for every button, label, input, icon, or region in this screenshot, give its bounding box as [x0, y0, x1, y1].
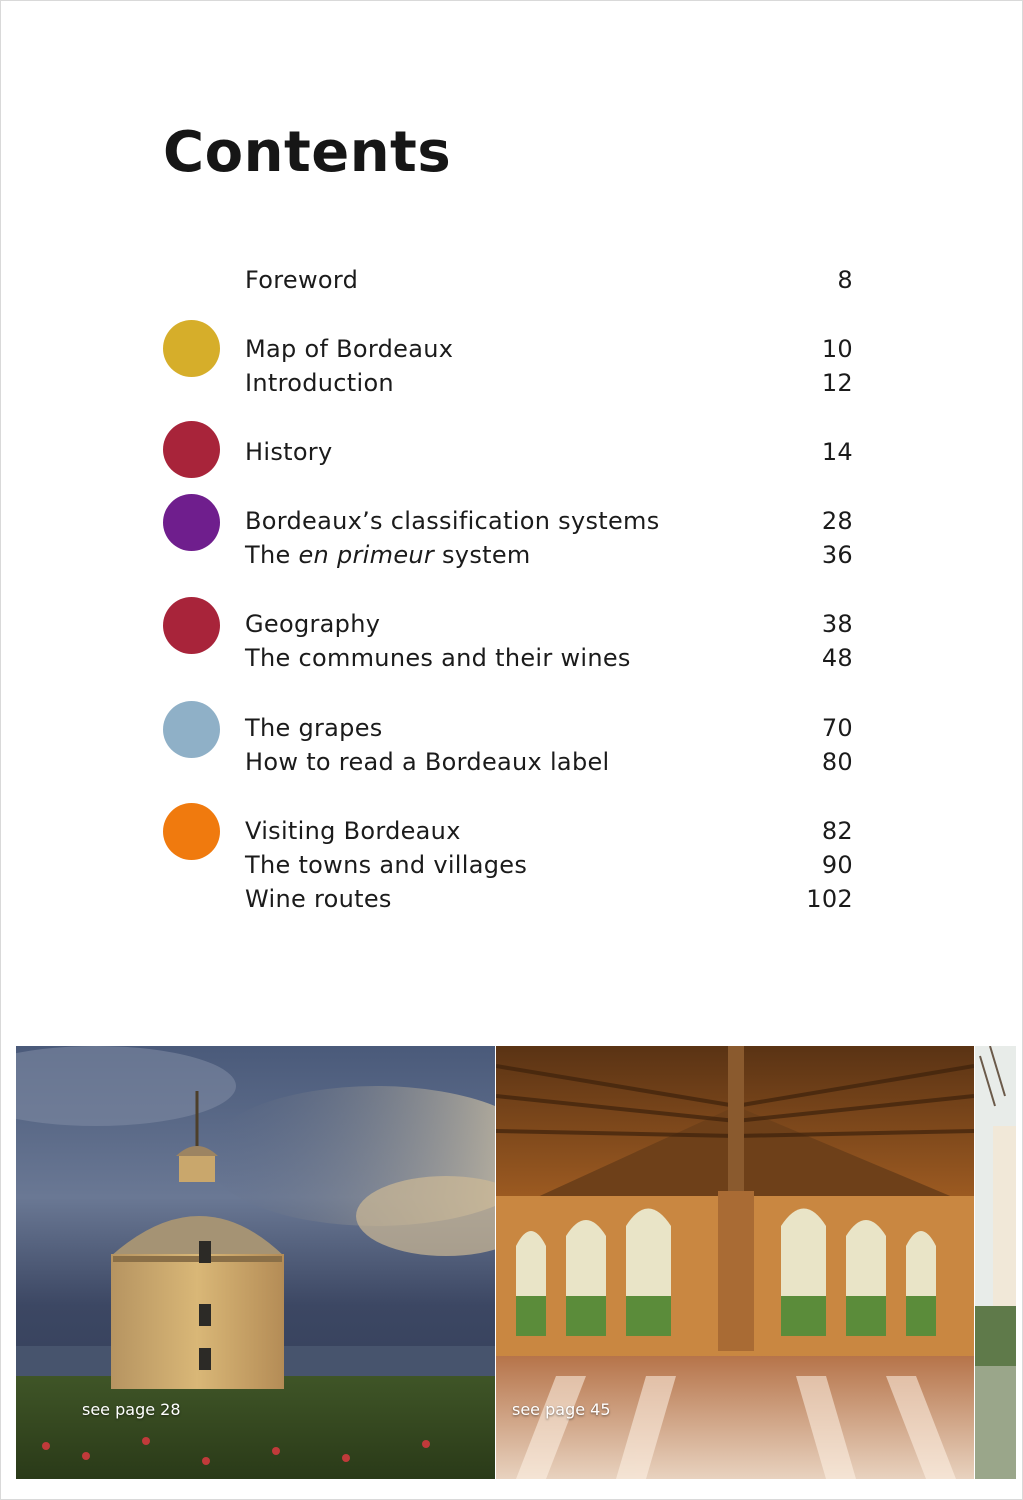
toc-entry-label: The grapes: [245, 714, 383, 742]
section-dot-red: [163, 421, 220, 478]
toc-entry-label: Map of Bordeaux: [245, 335, 454, 363]
toc-entry-label: History: [245, 438, 333, 466]
toc-entry-page: 10: [821, 335, 853, 363]
toc-entry-towns[interactable]: [245, 848, 855, 882]
toc-entry-history[interactable]: [245, 435, 855, 469]
toc-entry-page: 80: [821, 748, 853, 776]
photo-cloister: [496, 1046, 974, 1479]
toc-entry-visiting[interactable]: [245, 814, 855, 848]
toc-entry-label: Foreword: [245, 266, 359, 294]
toc-entry-wine-routes[interactable]: [245, 882, 855, 916]
photo-strip: [16, 1046, 1016, 1479]
toc-entry-map-of-bordeaux[interactable]: [245, 332, 855, 366]
toc-entry-foreword[interactable]: [245, 263, 855, 297]
toc-entry-en-primeur[interactable]: [245, 538, 855, 572]
toc-entry-grapes[interactable]: [245, 711, 855, 745]
toc-entry-label-prefix: The: [245, 541, 299, 569]
toc-entry-label: The towns and villages: [245, 851, 528, 879]
toc-entry-introduction[interactable]: [245, 366, 855, 400]
toc-entry-page: 70: [821, 714, 853, 742]
toc-entry-read-label[interactable]: [245, 745, 855, 779]
toc-entry-communes[interactable]: [245, 641, 855, 675]
photo-caption: see page 45: [512, 1400, 611, 1419]
toc-entry-label: Wine routes: [245, 885, 392, 913]
toc-entry-page: 38: [821, 610, 853, 638]
toc-entry-page: 90: [821, 851, 853, 879]
toc-entry-page: 102: [806, 885, 853, 913]
toc-entry-label-italic: en primeur: [298, 541, 435, 569]
toc-entry-geography[interactable]: [245, 607, 855, 641]
photo-right-sliver: [975, 1046, 1016, 1479]
toc-entry-label: [245, 538, 531, 572]
toc-entry-label: How to read a Bordeaux label: [245, 748, 610, 776]
section-dot-orange: [163, 803, 220, 860]
section-dot-purple: [163, 494, 220, 551]
page-title: Contents: [163, 120, 452, 185]
toc-entry-page: 14: [821, 438, 853, 466]
section-dot-yellow: [163, 320, 220, 377]
toc-entry-label: Bordeaux’s classification systems: [245, 507, 660, 535]
toc-entry-label: The communes and their wines: [245, 644, 631, 672]
toc-entry-label: Introduction: [245, 369, 394, 397]
toc-entry-page: 12: [821, 369, 853, 397]
toc-entry-label: Visiting Bordeaux: [245, 817, 461, 845]
toc-entry-classification-systems[interactable]: [245, 504, 855, 538]
toc-entry-page: 36: [821, 541, 853, 569]
toc-entry-page: 28: [821, 507, 853, 535]
right-sliver-illustration: [975, 1046, 1016, 1479]
toc-entry-page: 82: [821, 817, 853, 845]
photo-dovecote-tower: [16, 1046, 495, 1479]
toc-entry-label-suffix: system: [434, 541, 531, 569]
section-dot-blue: [163, 701, 220, 758]
toc-entry-page: 8: [837, 266, 853, 294]
section-dot-red: [163, 597, 220, 654]
photo-caption: see page 28: [82, 1400, 181, 1419]
toc-entry-page: 48: [821, 644, 853, 672]
toc-entry-label: Geography: [245, 610, 381, 638]
